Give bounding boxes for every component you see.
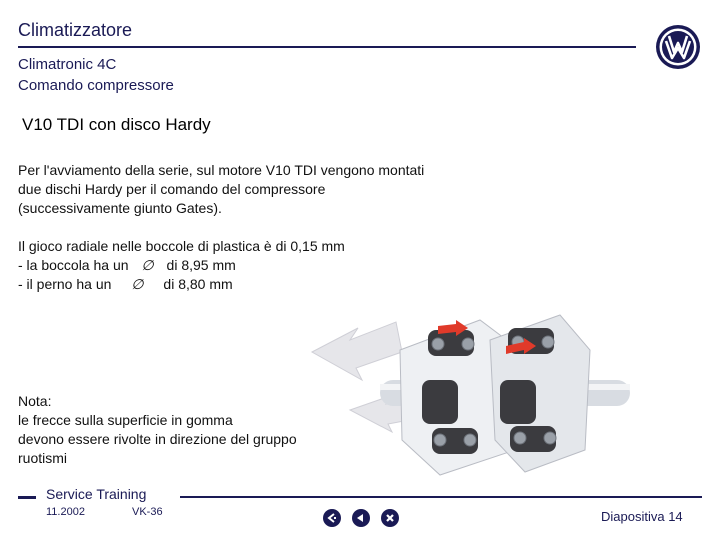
footer-code: VK-36	[132, 506, 163, 518]
note-title: Nota:	[18, 393, 52, 409]
bushing-label: - la boccola ha un	[18, 257, 129, 273]
note-line: le frecce sulla superficie in gomma	[18, 412, 233, 428]
nav-previous-icon[interactable]	[352, 509, 370, 527]
footer-date: 11.2002	[46, 506, 85, 518]
vw-logo	[655, 24, 701, 70]
intro-line: due dischi Hardy per il comando del compressore	[18, 181, 326, 197]
clearance-paragraph	[18, 237, 578, 294]
note-paragraph	[18, 392, 378, 468]
diameter-symbol: ∅	[141, 257, 154, 273]
intro-paragraph	[18, 161, 578, 218]
diameter-symbol: ∅	[131, 276, 144, 292]
clearance-line: Il gioco radiale nelle boccole di plastica è di 0,15 mm	[18, 238, 345, 254]
subtitle-line1: Climatronic 4C	[18, 56, 117, 73]
section-heading: V10 TDI con disco Hardy	[22, 115, 211, 134]
footer-divider-left	[18, 496, 36, 499]
subtitle-line2: Comando compressore	[18, 77, 174, 94]
bushing-value: di 8,95 mm	[166, 257, 236, 273]
pin-value: di 8,80 mm	[163, 276, 233, 292]
intro-line: (successivamente giunto Gates).	[18, 200, 222, 216]
intro-line: Per l'avviamento della serie, sul motore V10 TDI vengono montati	[18, 162, 425, 178]
nav-back-icon[interactable]	[323, 509, 341, 527]
slide-number: Diapositiva 14	[601, 509, 683, 524]
note-line: ruotismi	[18, 450, 68, 466]
bushing-line	[18, 256, 578, 275]
title-divider	[18, 46, 636, 48]
pin-label: - il perno ha un	[18, 276, 112, 292]
pin-line	[18, 275, 578, 294]
note-line: devono essere rivolte in direzione del gruppo	[18, 431, 297, 447]
nav-close-icon[interactable]	[381, 509, 399, 527]
footer-brand: Service Training	[46, 486, 147, 502]
page-title: Climatizzatore	[18, 20, 133, 40]
footer-divider-right	[180, 496, 702, 498]
